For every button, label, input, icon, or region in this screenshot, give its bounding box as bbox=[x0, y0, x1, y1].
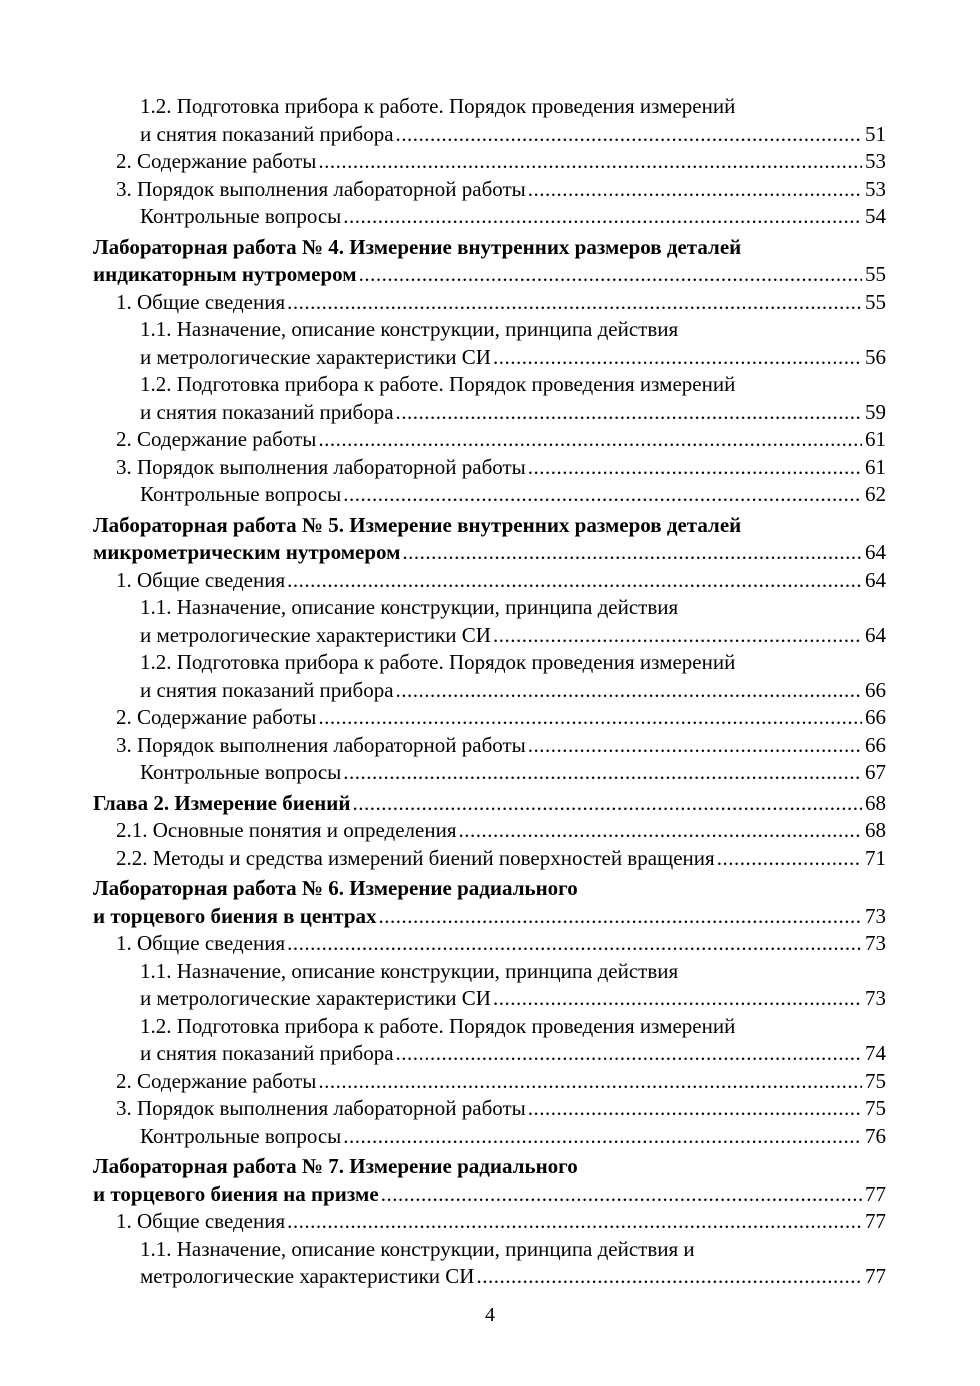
toc-page-number: 55 bbox=[865, 289, 886, 314]
toc-page-number: 66 bbox=[865, 732, 886, 757]
toc-entry bbox=[93, 426, 886, 454]
toc-entry-title: 1.1. Назначение, описание конструкции, принципа действия bbox=[140, 595, 679, 619]
toc-entry-line bbox=[93, 261, 886, 289]
toc-page-number: 74 bbox=[865, 1041, 886, 1065]
toc-heading-entry bbox=[93, 512, 886, 567]
toc-entry-line bbox=[140, 121, 886, 149]
toc-entry-line bbox=[116, 1068, 886, 1096]
toc-entry-title: 2. Содержание работы bbox=[116, 149, 317, 173]
dot-leader bbox=[528, 732, 862, 760]
toc-page-number: 73 bbox=[865, 931, 886, 955]
dot-leader bbox=[396, 121, 862, 149]
toc-entry-title: 1. Общие сведения bbox=[116, 567, 286, 592]
toc-entry-title: 1.2. Подготовка прибора к работе. Порядок проведения измерений bbox=[140, 650, 736, 674]
toc-page-number: 59 bbox=[865, 399, 886, 424]
page-number: 4 bbox=[485, 1304, 495, 1326]
toc-entry-line bbox=[140, 677, 886, 705]
toc-heading-entry bbox=[93, 790, 886, 818]
toc-entry-title: 3. Порядок выполнения лабораторной работы bbox=[116, 732, 526, 757]
toc-page-number: 73 bbox=[865, 986, 886, 1010]
toc-entry-line bbox=[140, 481, 886, 509]
toc-page-number: 73 bbox=[865, 903, 886, 928]
toc-entry-line bbox=[93, 539, 886, 567]
toc-page-number: 64 bbox=[865, 540, 886, 564]
toc-entry bbox=[93, 759, 886, 787]
dot-leader bbox=[287, 930, 862, 958]
toc-entry-title: 3. Порядок выполнения лабораторной работы bbox=[116, 1096, 526, 1120]
toc-entry-title: 1.2. Подготовка прибора к работе. Порядок проведения измерений bbox=[140, 372, 736, 396]
dot-leader bbox=[287, 289, 862, 317]
toc-page-number: 68 bbox=[865, 790, 886, 815]
toc-entry bbox=[93, 289, 886, 317]
toc-entry bbox=[93, 454, 886, 482]
toc-entry-title: индикаторным нутромером bbox=[93, 262, 357, 286]
toc-page-number: 75 bbox=[865, 1068, 886, 1093]
toc-entry-line bbox=[116, 845, 886, 873]
toc-entry bbox=[93, 93, 886, 148]
toc-entry-title: и торцевого биения в центрах bbox=[93, 903, 377, 928]
dot-leader bbox=[352, 790, 862, 818]
dot-leader bbox=[528, 1095, 862, 1123]
dot-leader bbox=[318, 704, 862, 732]
toc-entry-line bbox=[116, 176, 886, 204]
toc-entry-title: 1.1. Назначение, описание конструкции, принципа действия bbox=[140, 317, 679, 341]
toc-page-number: 64 bbox=[865, 622, 886, 647]
dot-leader bbox=[343, 203, 862, 231]
toc-entry bbox=[93, 958, 886, 1013]
toc-page-number: 77 bbox=[865, 1181, 886, 1206]
toc-entry-line bbox=[116, 930, 886, 958]
toc-entry-title: Лабораторная работа № 7. Измерение радиального bbox=[93, 1154, 578, 1178]
dot-leader bbox=[402, 539, 862, 567]
toc-entry bbox=[93, 148, 886, 176]
toc-entry-title: Контрольные вопросы bbox=[140, 1123, 342, 1148]
toc-entry bbox=[93, 1013, 886, 1068]
dot-leader bbox=[458, 817, 862, 845]
toc-entry-title: и метрологические характеристики СИ bbox=[140, 344, 491, 369]
toc-entry-title: Лабораторная работа № 5. Измерение внутренних размеров деталей bbox=[93, 512, 742, 537]
toc-entry-title: метрологические характеристики СИ bbox=[140, 1264, 475, 1288]
toc-entry bbox=[93, 704, 886, 732]
toc-entry bbox=[93, 371, 886, 426]
toc-page-number: 76 bbox=[865, 1123, 886, 1148]
toc-page-number: 66 bbox=[865, 677, 886, 702]
dot-leader bbox=[381, 1181, 862, 1209]
toc-entry-title: и метрологические характеристики СИ bbox=[140, 622, 491, 647]
toc-page-number: 77 bbox=[865, 1209, 886, 1233]
toc-entry-line bbox=[140, 759, 886, 787]
dot-leader bbox=[318, 1068, 862, 1096]
toc-page-number: 53 bbox=[865, 176, 886, 201]
toc-entry-line bbox=[93, 790, 886, 818]
dot-leader bbox=[493, 985, 862, 1013]
toc-entry-title: 2. Содержание работы bbox=[116, 427, 317, 451]
table-of-contents bbox=[93, 93, 886, 1291]
dot-leader bbox=[287, 567, 862, 595]
toc-entry-line bbox=[140, 1123, 886, 1151]
toc-page-number: 66 bbox=[865, 705, 886, 729]
toc-entry-title: и метрологические характеристики СИ bbox=[140, 986, 491, 1010]
toc-entry-title: 1.1. Назначение, описание конструкции, принципа действия и bbox=[140, 1236, 695, 1261]
toc-entry bbox=[93, 1095, 886, 1123]
dot-leader bbox=[528, 176, 862, 204]
toc-entry-title: Лабораторная работа № 4. Измерение внутренних размеров деталей bbox=[93, 234, 742, 259]
toc-entry-line bbox=[140, 1013, 886, 1041]
toc-entry-line bbox=[116, 817, 886, 845]
toc-entry-line bbox=[140, 203, 886, 231]
toc-page-number: 55 bbox=[865, 262, 886, 286]
toc-entry-title: 2.1. Основные понятия и определения bbox=[116, 818, 457, 842]
dot-leader bbox=[287, 1208, 862, 1236]
toc-entry-line bbox=[93, 512, 886, 540]
dot-leader bbox=[717, 845, 862, 873]
toc-entry-line bbox=[140, 649, 886, 677]
toc-page-number: 77 bbox=[865, 1264, 886, 1288]
toc-entry-title: 1. Общие сведения bbox=[116, 289, 286, 314]
toc-heading-entry bbox=[93, 1153, 886, 1208]
dot-leader bbox=[396, 1040, 862, 1068]
toc-heading-entry bbox=[93, 234, 886, 289]
toc-page-number: 68 bbox=[865, 818, 886, 842]
toc-entry-title: 2. Содержание работы bbox=[116, 1068, 317, 1093]
toc-page-number: 61 bbox=[865, 454, 886, 479]
toc-entry-title: 2.2. Методы и средства измерений биений поверхностей вращения bbox=[116, 845, 715, 870]
toc-entry-line bbox=[116, 732, 886, 760]
dot-leader bbox=[343, 1123, 862, 1151]
toc-page-number: 53 bbox=[865, 149, 886, 173]
toc-entry bbox=[93, 817, 886, 845]
dot-leader bbox=[343, 481, 862, 509]
toc-entry bbox=[93, 1236, 886, 1291]
toc-entry-line bbox=[140, 93, 886, 121]
toc-entry-title: 1. Общие сведения bbox=[116, 1209, 286, 1233]
toc-entry-line bbox=[140, 622, 886, 650]
toc-entry-line bbox=[140, 399, 886, 427]
toc-entry-title: Контрольные вопросы bbox=[140, 204, 342, 228]
toc-entry-title: и снятия показаний прибора bbox=[140, 399, 394, 424]
toc-entry bbox=[93, 594, 886, 649]
toc-entry-line bbox=[93, 1153, 886, 1181]
toc-page-number: 67 bbox=[865, 760, 886, 784]
toc-entry-line bbox=[140, 344, 886, 372]
toc-page-number: 56 bbox=[865, 344, 886, 369]
toc-entry-line bbox=[116, 1208, 886, 1236]
toc-entry-title: 3. Порядок выполнения лабораторной работы bbox=[116, 176, 526, 201]
toc-entry-line bbox=[140, 316, 886, 344]
toc-entry-line bbox=[116, 426, 886, 454]
toc-entry-line bbox=[116, 1095, 886, 1123]
toc-entry bbox=[93, 845, 886, 873]
toc-page-number: 54 bbox=[865, 204, 886, 228]
toc-entry-title: и снятия показаний прибора bbox=[140, 121, 394, 146]
toc-entry-line bbox=[116, 289, 886, 317]
toc-entry-line bbox=[140, 1236, 886, 1264]
toc-entry-title: и снятия показаний прибора bbox=[140, 677, 394, 702]
toc-page-number: 71 bbox=[865, 845, 886, 870]
dot-leader bbox=[396, 399, 862, 427]
dot-leader bbox=[318, 148, 862, 176]
toc-entry-title: 2. Содержание работы bbox=[116, 705, 317, 729]
toc-entry-title: 1.1. Назначение, описание конструкции, принципа действия bbox=[140, 958, 679, 983]
toc-entry-title: 1.2. Подготовка прибора к работе. Порядок проведения измерений bbox=[140, 94, 736, 118]
toc-entry-line bbox=[140, 958, 886, 986]
dot-leader bbox=[318, 426, 862, 454]
toc-entry-line bbox=[140, 1263, 886, 1291]
toc-entry bbox=[93, 649, 886, 704]
toc-entry-title: 1. Общие сведения bbox=[116, 931, 286, 955]
toc-entry-line bbox=[93, 234, 886, 262]
toc-heading-entry bbox=[93, 875, 886, 930]
toc-entry bbox=[93, 1123, 886, 1151]
toc-entry bbox=[93, 1208, 886, 1236]
toc-entry-line bbox=[116, 148, 886, 176]
toc-entry bbox=[93, 732, 886, 760]
dot-leader bbox=[359, 261, 862, 289]
toc-entry-line bbox=[93, 903, 886, 931]
dot-leader bbox=[528, 454, 862, 482]
dot-leader bbox=[396, 677, 862, 705]
dot-leader bbox=[476, 1263, 862, 1291]
toc-entry bbox=[93, 1068, 886, 1096]
dot-leader bbox=[493, 622, 862, 650]
toc-page-number: 64 bbox=[865, 567, 886, 592]
toc-entry-title: микрометрическим нутромером bbox=[93, 540, 401, 564]
toc-entry bbox=[93, 203, 886, 231]
toc-entry-line bbox=[140, 594, 886, 622]
toc-entry bbox=[93, 176, 886, 204]
toc-entry-line bbox=[93, 1181, 886, 1209]
toc-entry-title: 3. Порядок выполнения лабораторной работы bbox=[116, 454, 526, 479]
toc-entry-title: 1.2. Подготовка прибора к работе. Порядок проведения измерений bbox=[140, 1013, 736, 1038]
toc-entry-title: Контрольные вопросы bbox=[140, 760, 342, 784]
toc-page-number: 75 bbox=[865, 1096, 886, 1120]
toc-entry bbox=[93, 481, 886, 509]
toc-entry-title: Глава 2. Измерение биений bbox=[93, 790, 351, 815]
toc-entry-line bbox=[93, 875, 886, 903]
toc-entry-title: Лабораторная работа № 6. Измерение радиального bbox=[93, 876, 578, 900]
toc-entry bbox=[93, 316, 886, 371]
toc-entry-line bbox=[116, 567, 886, 595]
toc-page-number: 61 bbox=[865, 427, 886, 451]
toc-entry bbox=[93, 930, 886, 958]
toc-entry-title: и торцевого биения на призме bbox=[93, 1181, 379, 1206]
toc-entry bbox=[93, 567, 886, 595]
dot-leader bbox=[493, 344, 862, 372]
dot-leader bbox=[343, 759, 862, 787]
toc-entry-title: и снятия показаний прибора bbox=[140, 1041, 394, 1065]
toc-entry-title: Контрольные вопросы bbox=[140, 482, 342, 506]
toc-page-number: 62 bbox=[865, 482, 886, 506]
dot-leader bbox=[379, 903, 862, 931]
toc-entry-line bbox=[140, 985, 886, 1013]
toc-entry-line bbox=[140, 1040, 886, 1068]
toc-page-number: 51 bbox=[865, 121, 886, 146]
toc-entry-line bbox=[116, 454, 886, 482]
toc-entry-line bbox=[116, 704, 886, 732]
toc-entry-line bbox=[140, 371, 886, 399]
